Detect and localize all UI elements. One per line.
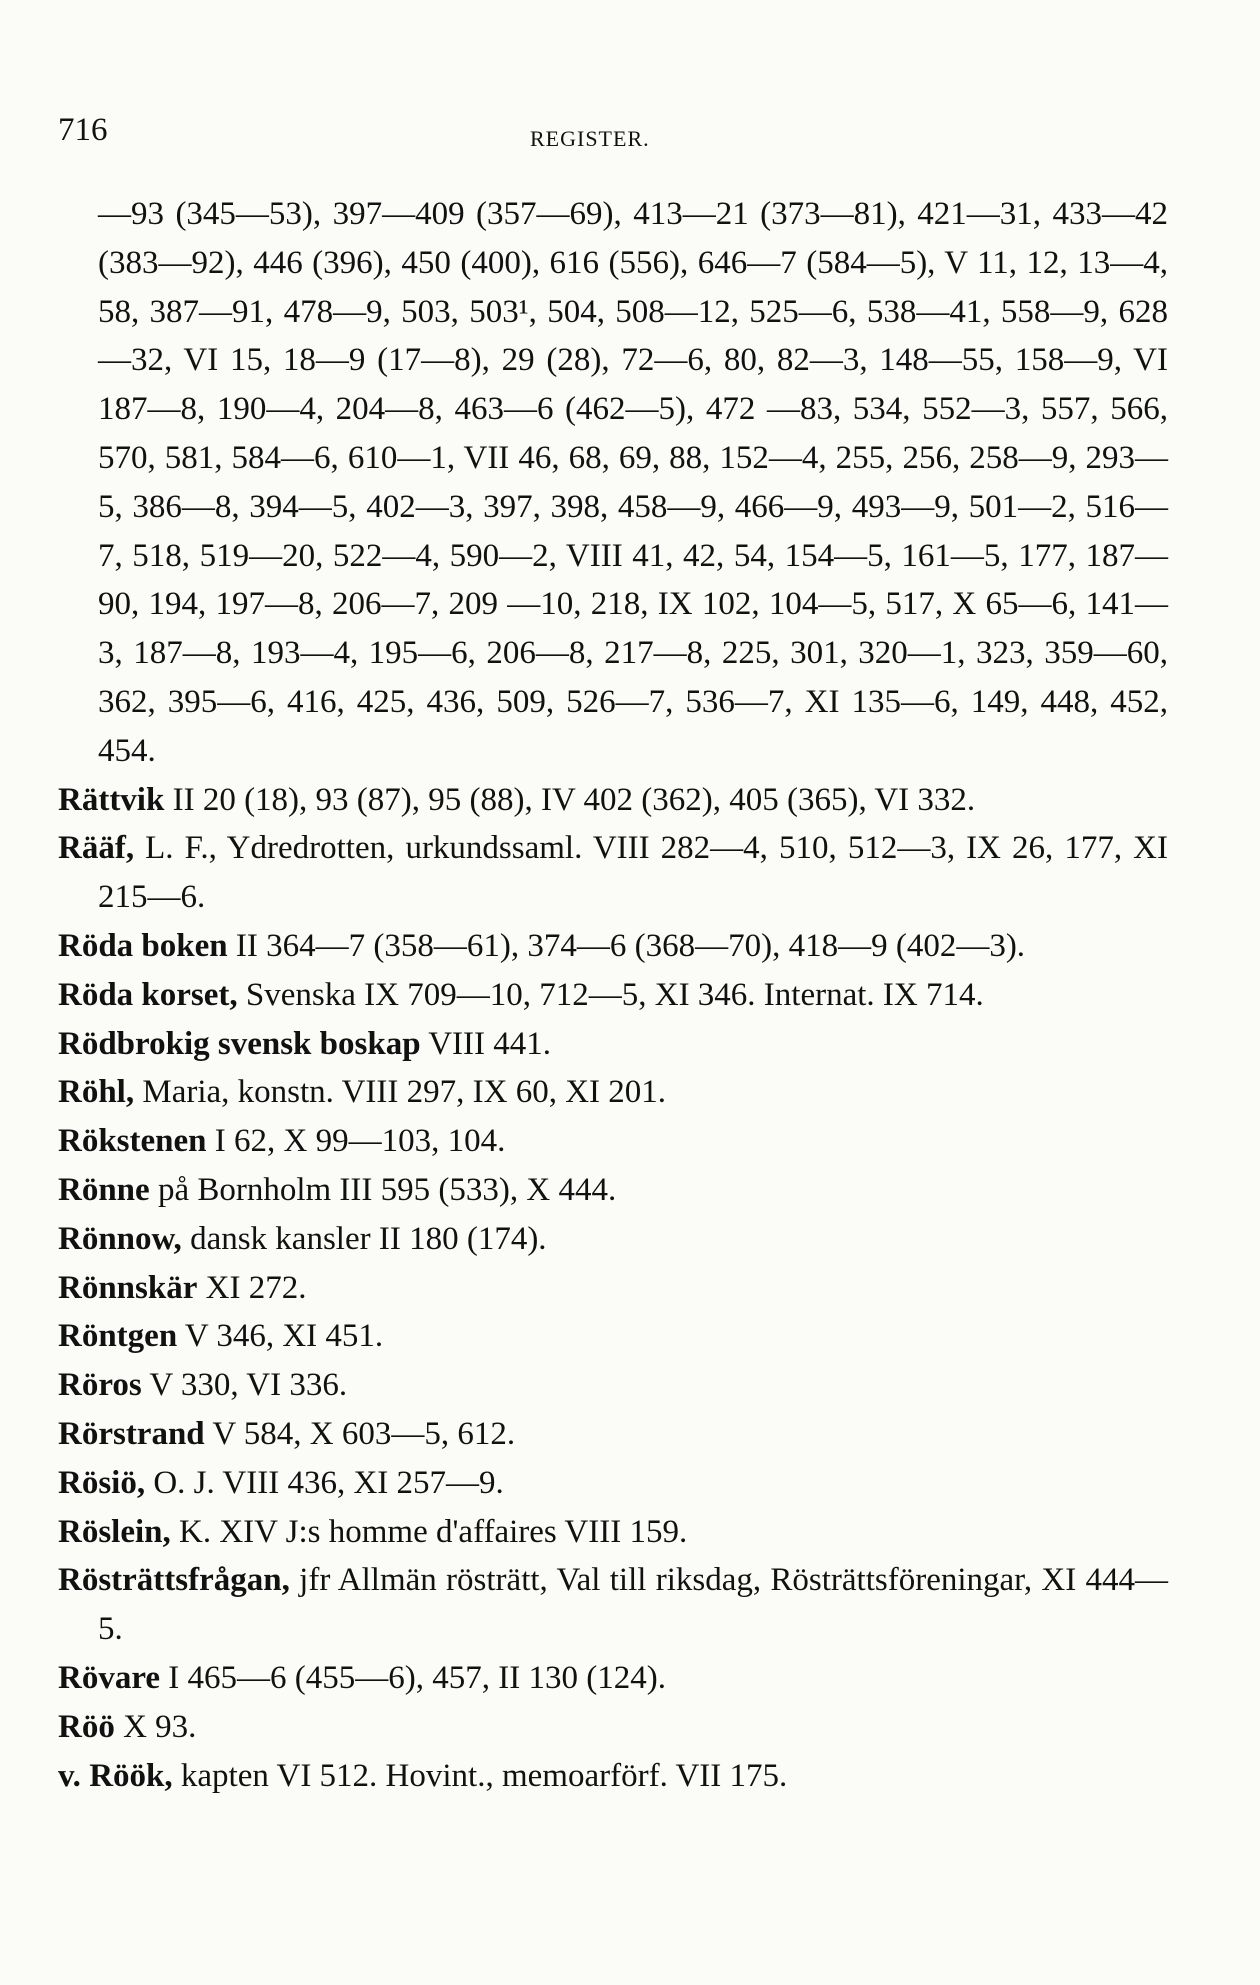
entry-references: II 20 (18), 93 (87), 95 (88), IV 402 (362), 405 (365), VI 332.	[164, 781, 976, 818]
entry-list	[58, 776, 1168, 1801]
index-entry	[58, 1117, 1168, 1166]
entry-references: Maria, konstn. VIII 297, IX 60, XI 201.	[134, 1074, 667, 1111]
index-entry	[58, 824, 1168, 922]
entry-references: X 93.	[114, 1708, 197, 1745]
entry-headword: Rödbrokig svensk boskap	[58, 1025, 421, 1062]
entry-prefix: v.	[58, 1757, 90, 1794]
entry-references: V 346, XI 451.	[177, 1318, 384, 1355]
entry-headword: Rökstenen	[58, 1123, 207, 1160]
entry-references: II 364—7 (358—61), 374—6 (368—70), 418—9 (402—3).	[227, 927, 1026, 964]
entry-headword: Rääf,	[58, 830, 135, 867]
index-entry	[58, 922, 1168, 971]
entry-headword: Röda korset,	[58, 976, 238, 1013]
register-body	[58, 190, 1168, 1800]
index-entry	[58, 1459, 1168, 1508]
index-entry	[58, 1166, 1168, 1215]
entry-references: I 465—6 (455—6), 457, II 130 (124).	[160, 1659, 666, 1696]
entry-headword: Rösiö,	[58, 1464, 146, 1501]
entry-references: VIII 441.	[420, 1025, 552, 1062]
index-entry	[58, 1020, 1168, 1069]
entry-headword: Rönne	[58, 1171, 150, 1208]
entry-headword: Röö	[58, 1708, 115, 1745]
entry-headword: Rättvik	[58, 781, 165, 818]
index-entry	[58, 971, 1168, 1020]
entry-headword: Röntgen	[58, 1318, 178, 1355]
entry-headword: Röros	[58, 1367, 142, 1404]
index-entry	[58, 1703, 1168, 1752]
continued-entry: —93 (345—53), 397—409 (357—69), 413—21 (373—81), 421—31, 433—42 (383—92), 446 (396), 450 (400), 616 (556), 646—7 (584—5), V 11, 12, 13—4, 58, 387—91, 478—9, 503, 503¹, 504, 508—12, 525—6, 538—41, 558—9, 628—32, VI 15, 18—9 (17—8), 29 (28), 72—6, 80, 82—3, 148—55, 158—9, VI 187—8, 190—4, 204—8, 463—6 (462—5), 472 —83, 534, 552—3, 557, 566, 570, 581, 584—6, 610—1, VII 46, 68, 69, 88, 152—4, 255, 256, 258—9, 293—5, 386—8, 394—5, 402—3, 397, 398, 458—9, 466—9, 493—9, 501—2, 516—7, 518, 519—20, 522—4, 590—2, VIII 41, 42, 54, 154—5, 161—5, 177, 187—90, 194, 197—8, 206—7, 209 —10, 218, IX 102, 104—5, 517, X 65—6, 141—3, 187—8, 193—4, 195—6, 206—8, 217—8, 225, 301, 320—1, 323, 359—60, 362, 395—6, 416, 425, 436, 509, 526—7, 536—7, XI 135—6, 149, 448, 452, 454.	[98, 196, 1168, 769]
index-entry	[58, 1068, 1168, 1117]
entry-references: jfr Allmän rösträtt, Val till riksdag, Rösträttsföreningar, XI 444—5.	[98, 1562, 1168, 1648]
entry-references: L. F., Ydredrotten, urkundssaml. VIII 282—4, 510, 512—3, IX 26, 177, XI 215—6.	[98, 830, 1168, 916]
entry-headword: Röök,	[89, 1757, 173, 1794]
index-entry	[58, 1264, 1168, 1313]
entry-references: V 584, X 603—5, 612.	[204, 1415, 516, 1452]
entry-headword: Röhl,	[58, 1074, 135, 1111]
entry-headword: Rörstrand	[58, 1415, 205, 1452]
index-entry	[58, 1312, 1168, 1361]
entry-references: O. J. VIII 436, XI 257—9.	[145, 1464, 504, 1501]
entry-references: dansk kansler II 180 (174).	[181, 1220, 547, 1257]
index-entry	[58, 1556, 1168, 1654]
index-entry	[58, 1508, 1168, 1557]
index-entry	[58, 1361, 1168, 1410]
entry-headword: Rövare	[58, 1659, 161, 1696]
index-entry	[58, 1752, 1168, 1801]
entry-references: V 330, VI 336.	[141, 1367, 348, 1404]
entry-references: på Bornholm III 595 (533), X 444.	[149, 1171, 617, 1208]
entry-references: K. XIV J:s homme d'affaires VIII 159.	[170, 1513, 688, 1550]
index-entry	[58, 776, 1168, 825]
entry-references: Svenska IX 709—10, 712—5, XI 346. Internat. IX 714.	[237, 976, 984, 1013]
entry-references: I 62, X 99—103, 104.	[206, 1123, 506, 1160]
running-title: REGISTER.	[530, 126, 650, 151]
index-entry	[58, 1410, 1168, 1459]
entry-references: kapten VI 512. Hovint., memoarförf. VII 175.	[172, 1757, 788, 1794]
entry-headword: Röda boken	[58, 927, 228, 964]
index-entry	[58, 1215, 1168, 1264]
entry-headword: Rönnow,	[58, 1220, 182, 1257]
entry-references: XI 272.	[197, 1269, 307, 1306]
index-entry	[58, 1654, 1168, 1703]
entry-headword: Rönnskär	[58, 1269, 198, 1306]
entry-headword: Röslein,	[58, 1513, 171, 1550]
entry-headword: Rösträttsfrågan,	[58, 1562, 290, 1599]
page-number: 716	[58, 112, 108, 148]
